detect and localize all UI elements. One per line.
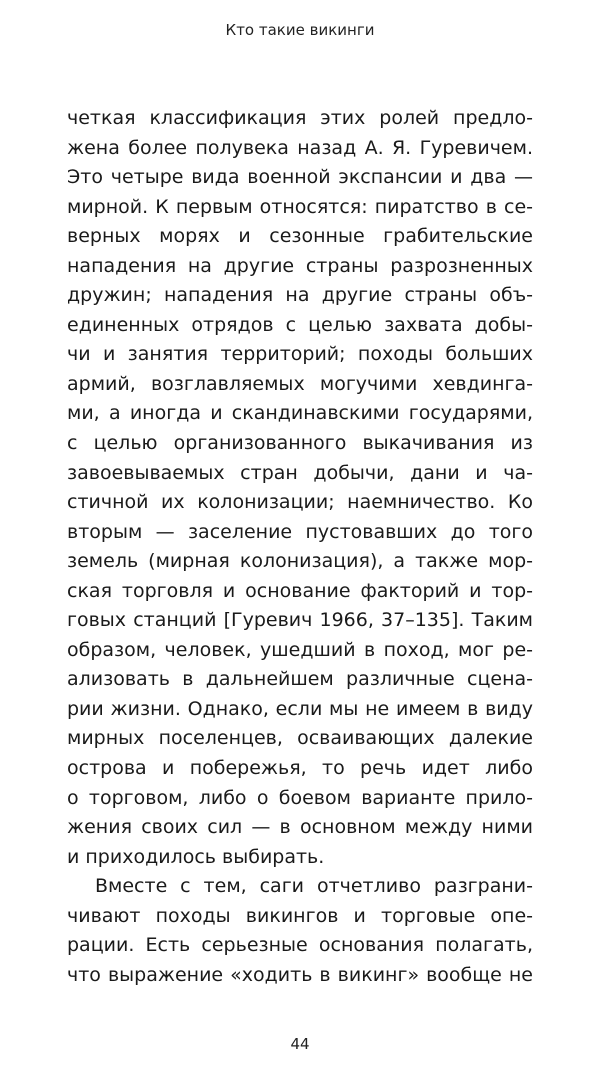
text-line: что выражение «ходить в викинг» вообще не xyxy=(67,963,533,986)
text-line-paragraph-end: и приходилось выбирать. xyxy=(67,845,325,868)
text-line: ми, а иногда и скандинавскими государями, xyxy=(67,402,533,425)
text-line: чивают походы викингов и торговые опе- xyxy=(67,904,533,927)
text-line: Это четыре вида военной экспансии и два — xyxy=(67,166,533,189)
text-line: жена более полувека назад А. Я. Гуревичем. xyxy=(67,136,533,159)
body-text xyxy=(67,104,533,990)
text-line: ализовать в дальнейшем различные сцена- xyxy=(67,668,533,691)
text-line: рации. Есть серьезные основания полагать, xyxy=(67,934,533,957)
text-line: острова и побережья, то речь идет либо xyxy=(67,757,533,780)
text-line: мирных поселенцев, осваивающих далекие xyxy=(67,727,533,750)
text-line: завоевываемых стран добычи, дани и ча- xyxy=(67,461,533,484)
text-line: чи и занятия территорий; походы больших xyxy=(67,343,533,366)
text-line: мирной. К первым относятся: пиратство в се- xyxy=(67,195,533,218)
text-line: говых станций [Гуревич 1966, 37–135]. Таким xyxy=(67,609,533,632)
text-line: вторым — заселение пустовавших до того xyxy=(67,520,533,543)
text-line: стичной их колонизации; наемничество. Ко xyxy=(67,491,533,514)
text-line: единенных отрядов с целью захвата добы- xyxy=(67,313,533,336)
text-line: земель (мирная колонизация), а также мор- xyxy=(67,550,533,573)
text-line: верных морях и сезонные грабительские xyxy=(67,225,533,248)
page-number: 44 xyxy=(290,1035,310,1053)
text-line: ская торговля и основание факторий и тор- xyxy=(67,579,533,602)
text-line: четкая классификация этих ролей предло- xyxy=(67,107,533,129)
text-line: о торговом, либо о боевом варианте прило- xyxy=(67,786,533,809)
text-line: рии жизни. Однако, если мы не имеем в виду xyxy=(67,697,533,720)
text-line: дружин; нападения на другие страны объ- xyxy=(67,284,533,307)
running-title: Кто такие викинги xyxy=(225,21,375,39)
text-line: образом, человек, ушедший в поход, мог ре- xyxy=(67,638,533,661)
text-line: с целью организованного выкачивания из xyxy=(67,432,533,455)
text-line: жения своих сил — в основном между ними xyxy=(67,816,533,839)
text-line: армий, возглавляемых могучими хевдинга- xyxy=(67,372,533,395)
text-line-paragraph-start: Вместе с тем, саги отчетливо разграни- xyxy=(95,875,533,898)
text-line: нападения на другие страны разрозненных xyxy=(67,254,533,277)
